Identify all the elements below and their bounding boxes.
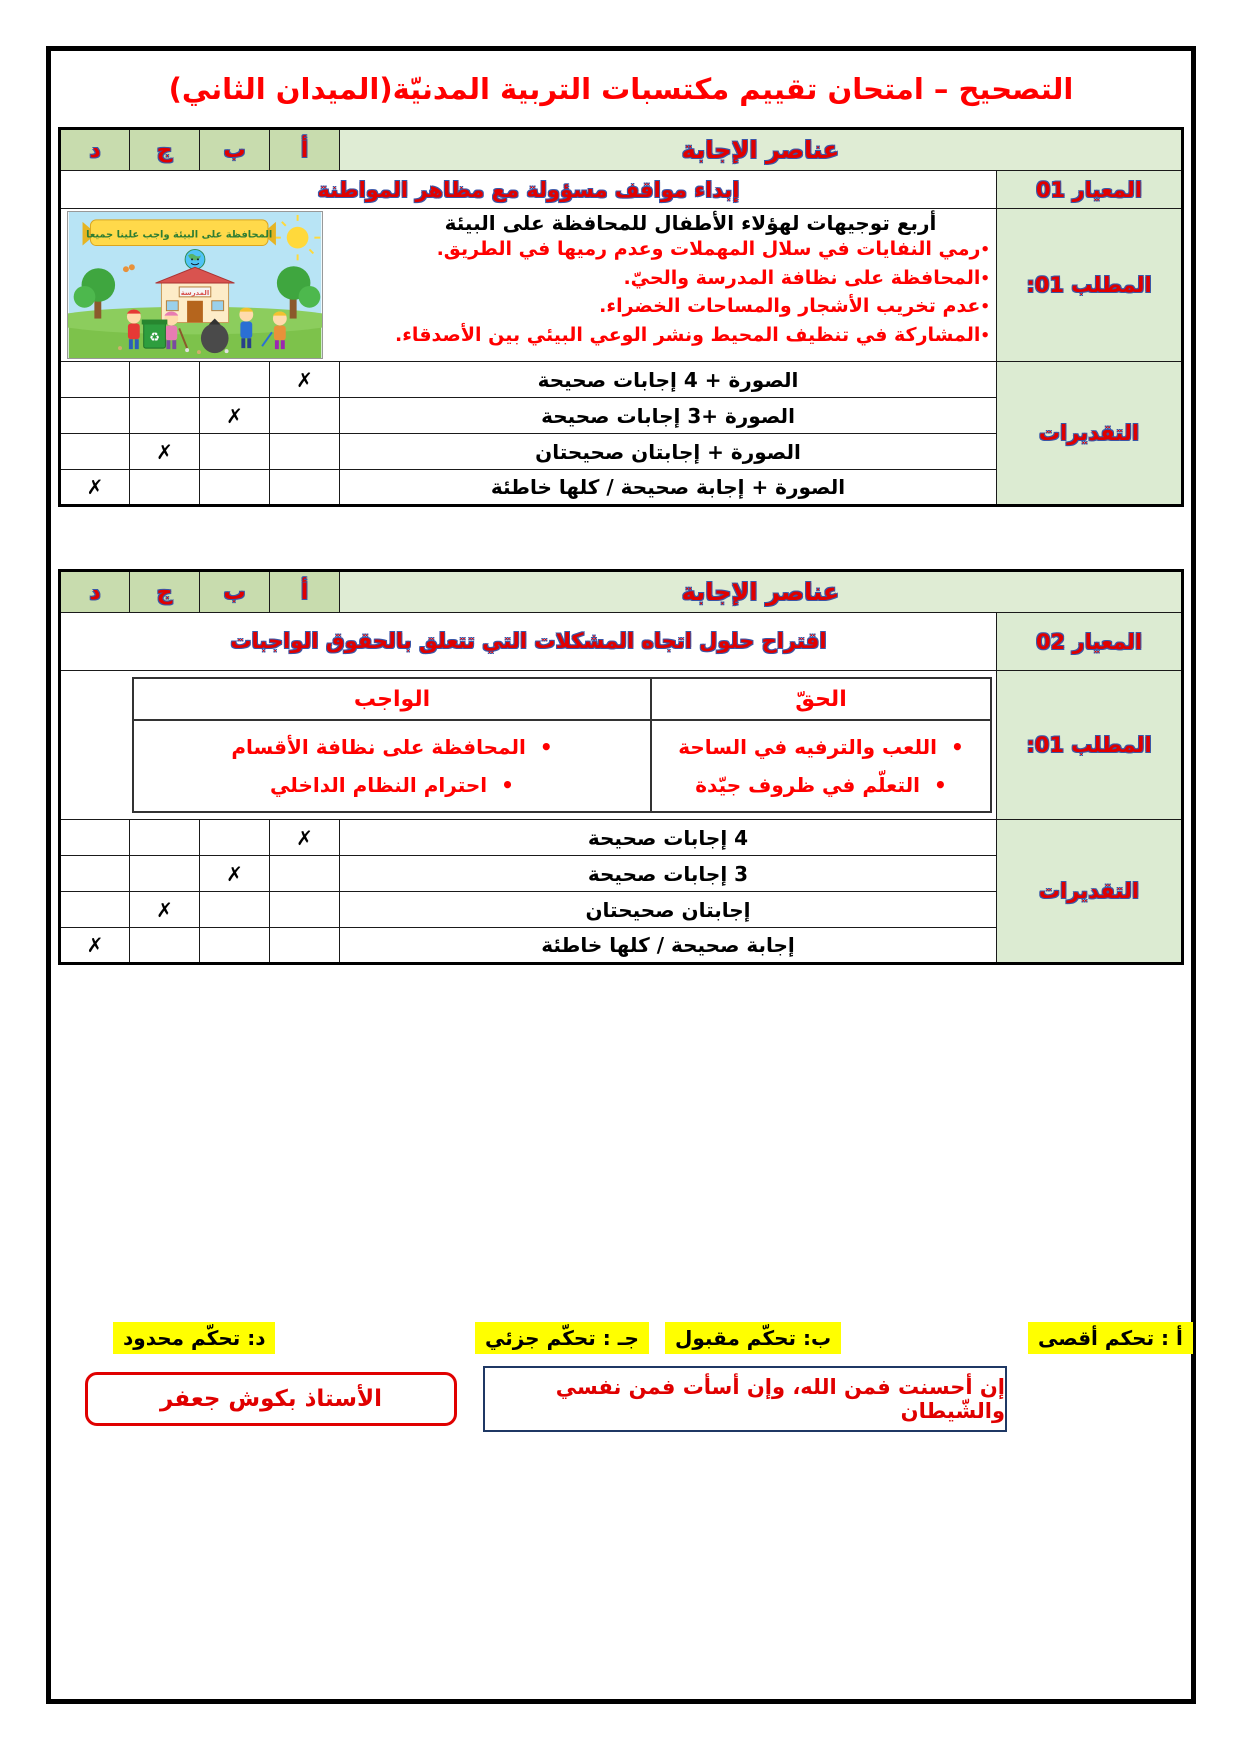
mark-cell-d <box>60 856 130 892</box>
column-header-a: أ <box>270 129 340 171</box>
mark-cell-j <box>130 362 200 398</box>
rights-cell <box>651 720 991 812</box>
duty-item: •المحافظة على نظافة الأقسام <box>231 735 553 759</box>
mark-cell-j: ✗ <box>130 434 200 470</box>
mark-cell-j <box>130 820 200 856</box>
rating-description: الصورة + إجابة صحيحة / كلها خاطئة <box>340 470 997 506</box>
requirement-row <box>60 671 1183 820</box>
rating-description: 4 إجابات صحيحة <box>340 820 997 856</box>
legend-max-control: أ : تحكم أقصى <box>1028 1322 1193 1354</box>
mark-cell-b: ✗ <box>200 856 270 892</box>
answer-elements-header: عناصر الإجابة <box>340 129 1183 171</box>
mark-cell-j <box>130 470 200 506</box>
rating-row <box>60 362 1183 398</box>
standard-text: اقتراح حلول اتجاه المشكلات التي تتعلق بالحقوق الواجبات <box>60 613 997 671</box>
duties-header: الواجب <box>133 678 651 720</box>
bullet-icon: • <box>950 735 964 759</box>
mark-cell-b <box>200 820 270 856</box>
criterion-table-2 <box>58 569 1184 965</box>
school-sign: المدرسة <box>180 288 210 297</box>
requirement-content <box>60 209 997 362</box>
mark-cell-j <box>130 398 200 434</box>
right-item: •اللعب والترفيه في الساحة <box>678 735 964 759</box>
rating-description: الصورة +3 إجابات صحيحة <box>340 398 997 434</box>
right-item: •التعلّم في ظروف جيّدة <box>695 773 947 797</box>
bullet-icon: • <box>539 735 553 759</box>
requirement-row <box>60 209 1183 362</box>
mark-cell-a <box>270 892 340 928</box>
mark-cell-d <box>60 398 130 434</box>
sun-icon <box>287 227 309 249</box>
mark-cell-d <box>60 362 130 398</box>
duties-cell <box>133 720 651 812</box>
banner-ribbon <box>83 220 276 246</box>
rights-header: الحقّ <box>651 678 991 720</box>
standard-text: إبداء مواقف مسؤولة مع مظاهر المواطنة <box>60 171 997 209</box>
mark-cell-a <box>270 434 340 470</box>
mark-cell-a <box>270 928 340 964</box>
standard-row <box>60 171 1183 209</box>
quote-box: إن أحسنت فمن الله، وإن أسأت فمن نفسي والشّيطان <box>483 1366 1007 1432</box>
column-header-d: د <box>60 129 130 171</box>
mark-cell-d <box>60 892 130 928</box>
rights-duties-table <box>132 677 992 813</box>
mark-cell-j <box>130 928 200 964</box>
mark-cell-a <box>270 470 340 506</box>
requirement-point: •عدم تخريب الأشجار والمساحات الخضراء. <box>599 295 990 317</box>
column-header-j: ج <box>130 129 200 171</box>
column-header-b: ب <box>200 129 270 171</box>
requirement-point: •المحافظة على نظافة المدرسة والحيّ. <box>623 266 990 289</box>
answer-elements-header: عناصر الإجابة <box>340 571 1183 613</box>
page-frame <box>46 46 1196 1704</box>
mark-cell-a <box>270 398 340 434</box>
rights-duties-header-row <box>133 678 991 720</box>
column-header-d: د <box>60 571 130 613</box>
mark-cell-b <box>200 434 270 470</box>
rating-description: 3 إجابات صحيحة <box>340 856 997 892</box>
rating-row <box>60 820 1183 856</box>
requirement-intro: أربع توجيهات لهؤلاء الأطفال للمحافظة على البيئة <box>444 211 937 235</box>
requirement-label: المطلب 01: <box>997 671 1183 820</box>
mark-cell-a: ✗ <box>270 820 340 856</box>
table-header-row <box>60 129 1183 171</box>
page-title: التصحيح – امتحان تقييم مكتسبات التربية المدنيّة(الميدان الثاني) <box>168 72 1074 106</box>
mark-cell-a: ✗ <box>270 362 340 398</box>
rating-description: الصورة + إجابتان صحيحتان <box>340 434 997 470</box>
mark-cell-b <box>200 892 270 928</box>
requirement-point: •رمي النفايات في سلال المهملات وعدم رميها في الطريق. <box>436 238 990 260</box>
mark-cell-b <box>200 928 270 964</box>
standard-label: المعيار 02 <box>997 613 1183 671</box>
rating-description: إجابة صحيحة / كلها خاطئة <box>340 928 997 964</box>
standard-row <box>60 613 1183 671</box>
standard-label: المعيار 01 <box>997 171 1183 209</box>
rights-duties-content <box>60 671 997 820</box>
environment-cleanup-illustration <box>67 211 323 359</box>
banner-text: المحافظة على البيئة واجب علينا جميعا <box>86 229 273 241</box>
mark-cell-b <box>200 362 270 398</box>
section-spacer <box>58 507 1184 569</box>
svg-text:♻: ♻ <box>149 330 160 345</box>
mark-cell-b: ✗ <box>200 398 270 434</box>
bullet-icon: • <box>980 240 990 259</box>
mark-cell-d <box>60 820 130 856</box>
mark-cell-d: ✗ <box>60 470 130 506</box>
requirement-text-block <box>331 211 990 349</box>
rating-description: إجابتان صحيحتان <box>340 892 997 928</box>
requirement-label: المطلب 01: <box>997 209 1183 362</box>
mark-cell-d <box>60 434 130 470</box>
teacher-name-box: الأستاذ بكوش جعفر <box>85 1372 457 1426</box>
bullet-icon: • <box>933 773 947 797</box>
ratings-label: التقديرات <box>997 820 1183 964</box>
requirement-point: •المشاركة في تنظيف المحيط ونشر الوعي البيئي بين الأصدقاء. <box>395 323 990 346</box>
table-header-row <box>60 571 1183 613</box>
recycle-bin-icon <box>142 320 168 349</box>
column-header-b: ب <box>200 571 270 613</box>
column-header-j: ج <box>130 571 200 613</box>
column-header-a: أ <box>270 571 340 613</box>
ratings-label: التقديرات <box>997 362 1183 506</box>
mark-cell-d: ✗ <box>60 928 130 964</box>
legend-limited-control: د: تحكّم محدود <box>113 1322 275 1354</box>
mark-cell-j <box>130 856 200 892</box>
mark-cell-a <box>270 856 340 892</box>
bullet-icon: • <box>980 325 990 344</box>
legend-acceptable-control: ب: تحكّم مقبول <box>665 1322 841 1354</box>
bullet-icon: • <box>501 773 514 797</box>
legend-partial-control: جـ : تحكّم جزئي <box>475 1322 649 1354</box>
earth-icon <box>185 249 205 269</box>
duty-item: •احترام النظام الداخلي <box>270 773 514 797</box>
mark-cell-j: ✗ <box>130 892 200 928</box>
rating-description: الصورة + 4 إجابات صحيحة <box>340 362 997 398</box>
bullet-icon: • <box>980 268 990 287</box>
bullet-icon: • <box>980 297 990 316</box>
mark-cell-b <box>200 470 270 506</box>
rights-duties-body-row <box>133 720 991 812</box>
criterion-table-1 <box>58 127 1184 507</box>
